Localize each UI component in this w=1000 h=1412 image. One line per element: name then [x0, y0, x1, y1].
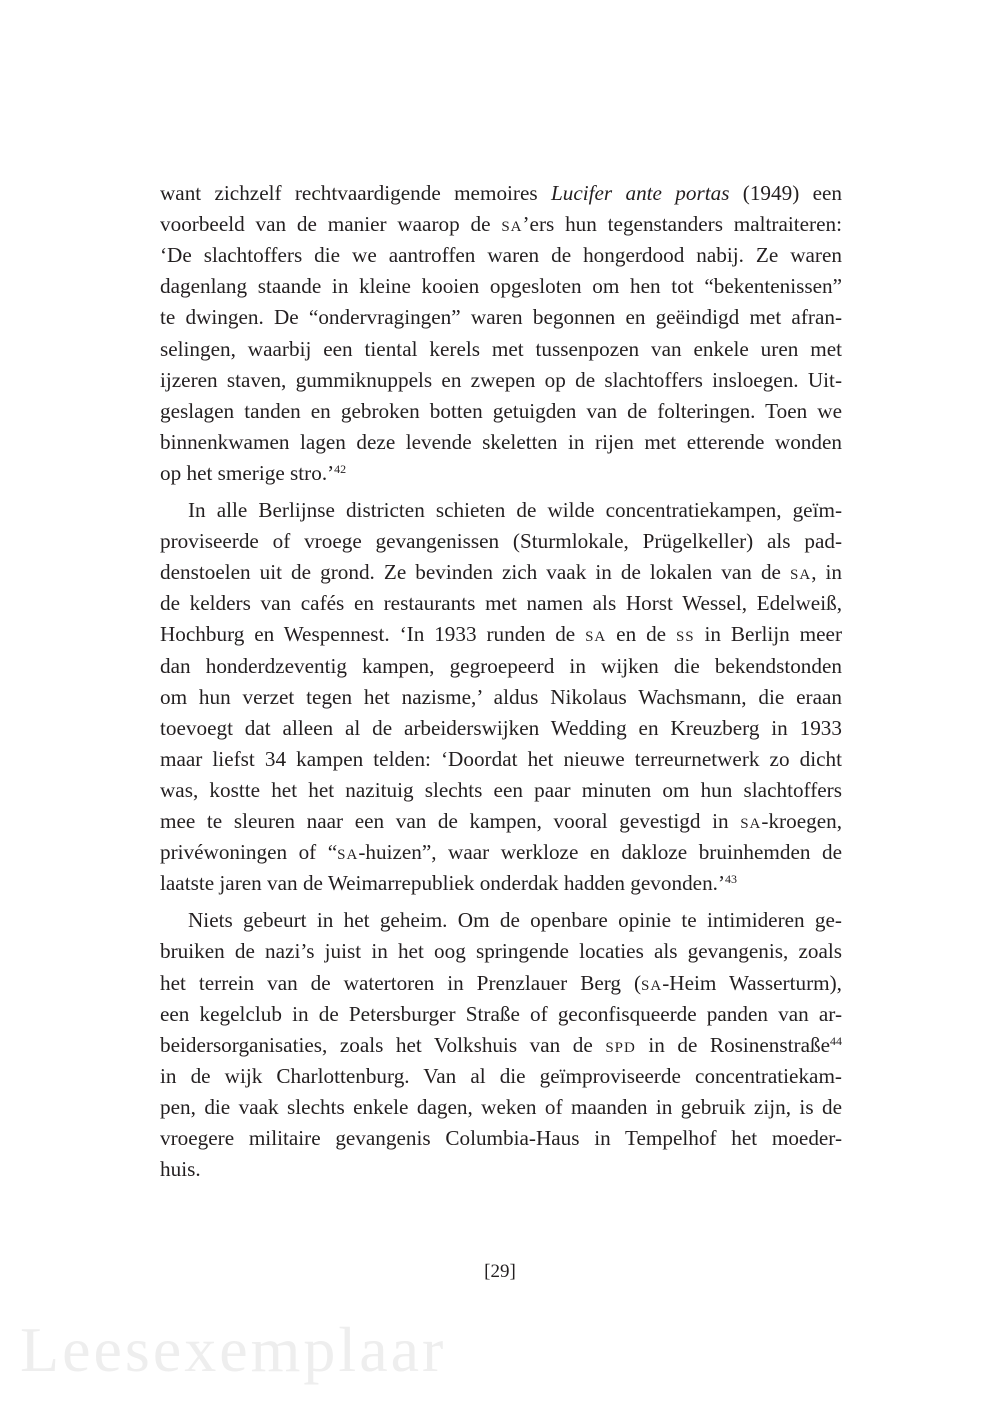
- text-run: in Berlijn meer: [694, 622, 842, 647]
- text-run: denstoelen uit de grond. Ze bevinden zich vaak in de lokalen van de: [160, 560, 790, 585]
- text-line: [160, 557, 842, 588]
- text-run: , in: [811, 560, 842, 585]
- small-caps-abbreviation: sa: [790, 560, 812, 585]
- text-line: [160, 588, 842, 619]
- small-caps-abbreviation: ss: [675, 622, 695, 647]
- text-run: dagenlang staande in kleine kooien opgesloten om hen tot “bekentenissen”: [160, 274, 842, 299]
- text-run: binnenkwamen lagen deze levende skeletten in rijen met etterende wonden: [160, 429, 842, 454]
- text-run: toevoegt dat alleen al de arbeiderswijken Wedding en Kreuzberg in 1933: [160, 715, 842, 740]
- text-line: [160, 619, 842, 650]
- text-line: [160, 365, 842, 396]
- text-run: (1949) een: [729, 181, 842, 205]
- text-line: [160, 240, 842, 271]
- text-line: [160, 744, 842, 775]
- text-run: want zichzelf rechtvaardigende memoires: [160, 181, 551, 205]
- text-run: op het smerige stro.’: [160, 460, 335, 485]
- text-line: [160, 1061, 842, 1092]
- text-run: de kelders van cafés en restaurants met namen als Horst Wessel, Edelweiß,: [160, 591, 842, 616]
- text-line: [160, 495, 842, 526]
- text-line: [160, 209, 842, 240]
- italic-title: Lucifer ante portas: [550, 181, 730, 205]
- text-run: -Heim Wasserturm),: [662, 970, 842, 995]
- text-line: [160, 868, 842, 899]
- text-line: [160, 302, 842, 333]
- text-run: vroegere militaire gevangenis Columbia-Haus in Tempelhof het moeder-: [160, 1126, 842, 1150]
- text-run: -kroegen,: [761, 809, 842, 833]
- text-line: [160, 458, 842, 489]
- small-caps-abbreviation: sa: [501, 212, 523, 237]
- text-run: privéwoningen of “: [160, 840, 338, 865]
- text-line: [160, 775, 842, 806]
- text-run: voorbeeld van de manier waarop de: [160, 212, 502, 237]
- small-caps-abbreviation: sa: [641, 970, 663, 995]
- text-line: [160, 526, 842, 557]
- text-line: [160, 1123, 842, 1154]
- text-line: [160, 1092, 842, 1123]
- text-line: [160, 713, 842, 744]
- text-run: in de Rosinenstraße: [635, 1032, 830, 1057]
- text-run: Hochburg en Wespennest. ‘In 1933 runden de: [160, 622, 586, 647]
- text-run: ’ers hun tegenstanders maltraiteren:: [522, 212, 842, 237]
- text-line: [160, 682, 842, 713]
- footnote-marker: 42: [334, 461, 347, 476]
- text-run: dan honderdzeventig kampen, gegroepeerd in wijken die bekendstonden: [160, 653, 842, 678]
- text-line: [160, 968, 842, 999]
- text-run: bruiken de nazi’s juist in het oog springende locaties als gevangenis, zoals: [160, 939, 842, 964]
- small-caps-abbreviation: sa: [337, 840, 359, 865]
- text-run: en de: [606, 622, 676, 647]
- text-run: om hun verzet tegen het nazisme,’ aldus Nikolaus Wachsmann, die eraan: [160, 684, 842, 709]
- text-line: [160, 1030, 842, 1061]
- text-run: in de wijk Charlottenburg. Van al die geïmproviseerde concentratiekam-: [160, 1063, 842, 1088]
- small-caps-abbreviation: sa: [740, 809, 762, 833]
- text-run: maar liefst 34 kampen telden: ‘Doordat het nieuwe terreurnetwerk zo dicht: [160, 746, 842, 771]
- text-run: -huizen”, waar werkloze en dakloze bruinhemden de: [358, 840, 842, 865]
- text-run: ijzeren staven, gummiknuppels en zwepen op de slachtoffers insloegen. Uit-: [160, 367, 842, 392]
- text-run: het terrein van de watertoren in Prenzlauer Berg (: [160, 970, 642, 995]
- text-line: [160, 837, 842, 868]
- text-line: [160, 936, 842, 967]
- text-line: [160, 178, 842, 209]
- text-line: [160, 396, 842, 427]
- text-line: [160, 1154, 842, 1185]
- text-run: Niets gebeurt in het geheim. Om de openbare opinie te intimideren ge-: [188, 908, 842, 933]
- text-line: [160, 427, 842, 458]
- text-run: mee te sleuren naar een van de kampen, vooral gevestigd in: [160, 809, 741, 833]
- text-run: geslagen tanden en gebroken botten getuigden van de folteringen. Toen we: [160, 398, 842, 423]
- text-line: [160, 334, 842, 365]
- text-run: proviseerde of vroege gevangenissen (Sturmlokale, Prügelkeller) als pad-: [160, 529, 842, 554]
- text-run: pen, die vaak slechts enkele dagen, weken of maanden in gebruik zijn, is de: [160, 1094, 842, 1119]
- page-number: [29]: [484, 1261, 516, 1282]
- text-run: huis.: [160, 1157, 201, 1182]
- text-run: beidersorganisaties, zoals het Volkshuis van de: [160, 1032, 606, 1057]
- text-run: te dwingen. De “ondervragingen” waren begonnen en geëindigd met afran-: [160, 305, 842, 330]
- text-run: was, kostte het het nazituig slechts een paar minuten om hun slachtoffers: [160, 777, 842, 802]
- footnote-marker: 43: [725, 872, 738, 887]
- text-run: een kegelclub in de Petersburger Straße of geconfisqueerde panden van ar-: [160, 1001, 842, 1026]
- text-line: [160, 271, 842, 302]
- text-line: [160, 806, 842, 837]
- text-line: [160, 999, 842, 1030]
- text-line: [160, 905, 842, 936]
- watermark: Leesexemplaar: [20, 1314, 447, 1385]
- text-run: laatste jaren van de Weimarrepubliek onderdak hadden gevonden.’: [160, 871, 726, 896]
- footnote-marker: 44: [829, 1033, 842, 1048]
- small-caps-abbreviation: spd: [605, 1032, 636, 1057]
- text-line: [160, 651, 842, 682]
- text-run: ‘De slachtoffers die we aantroffen waren de hongerdood nabij. Ze waren: [160, 243, 842, 268]
- text-run: selingen, waarbij een tiental kerels met tussenpozen van enkele uren met: [160, 336, 842, 361]
- text-run: In alle Berlijnse districten schieten de wilde concentratiekampen, geïm-: [188, 498, 842, 522]
- small-caps-abbreviation: sa: [585, 622, 607, 647]
